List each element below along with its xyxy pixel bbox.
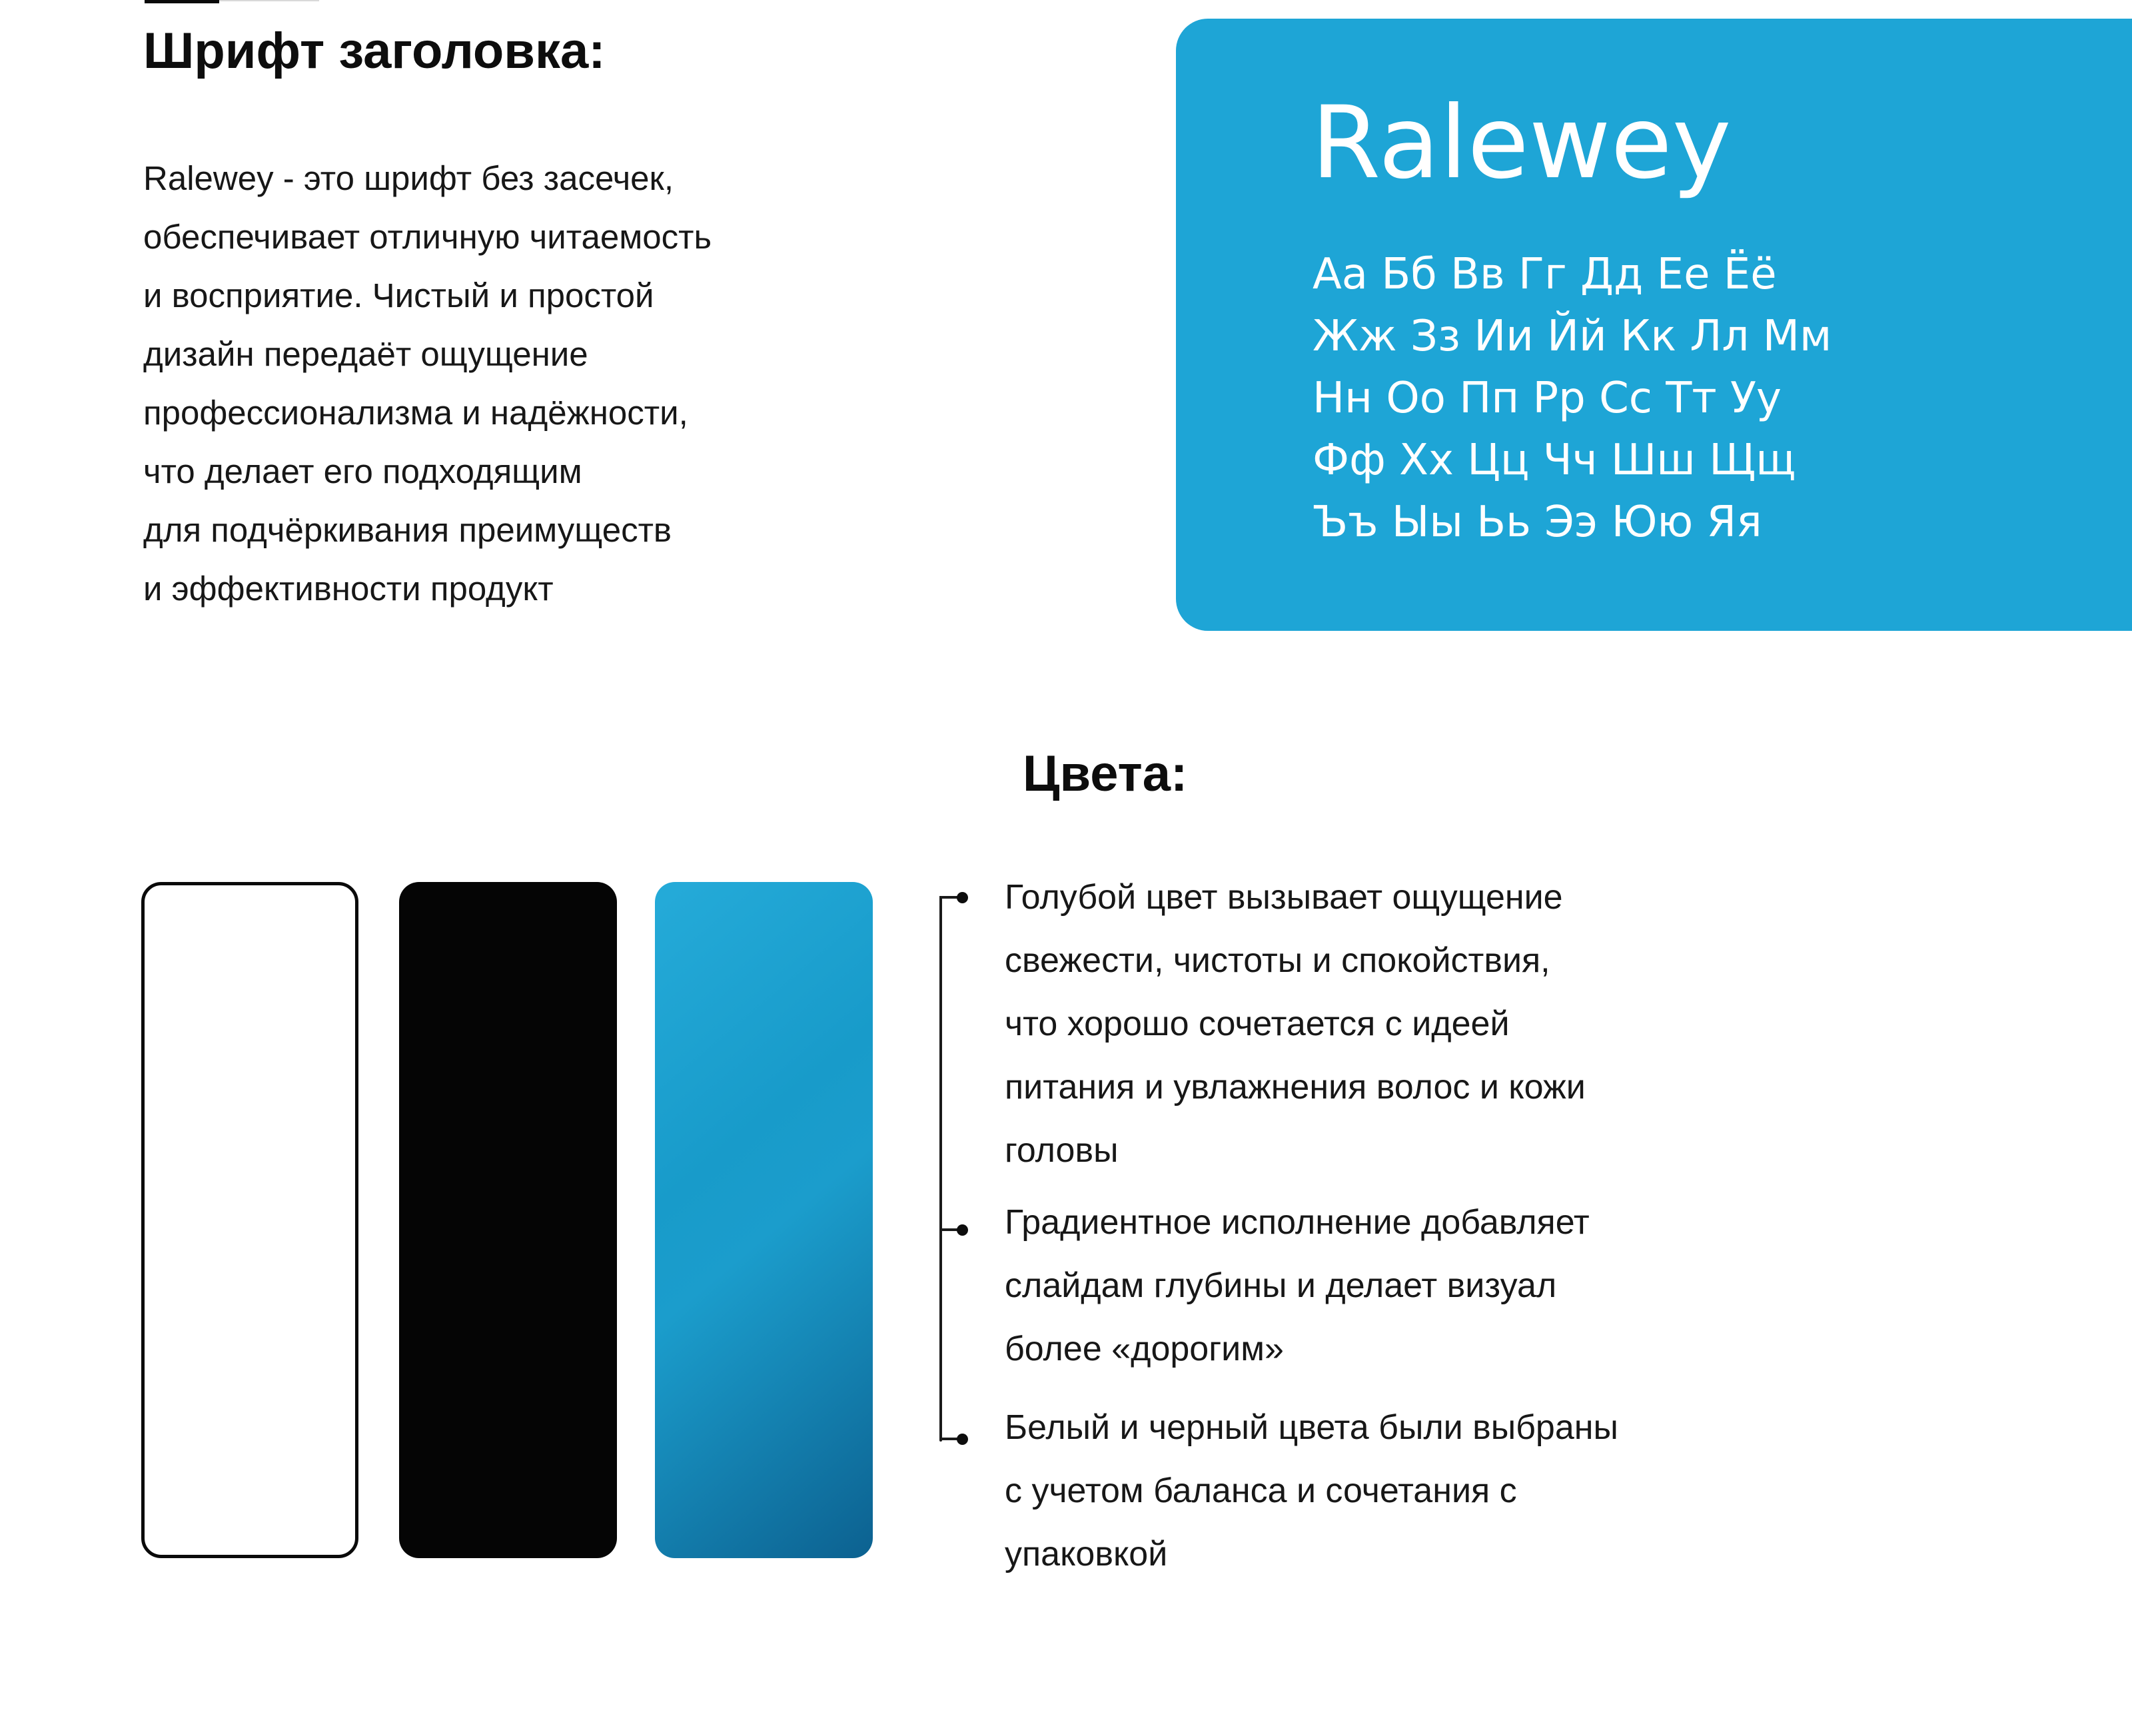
font-description-paragraph	[143, 149, 712, 618]
color-swatch-blue-gradient	[655, 882, 873, 1558]
top-edge-crop-hairline	[219, 0, 319, 1]
bullet-line: головы	[1005, 1131, 1119, 1170]
bullet-dot	[957, 1434, 968, 1445]
font-description-line: и восприятие. Чистый и простой	[143, 276, 654, 314]
color-bullet-blue	[1005, 866, 1586, 1182]
bullet-line: питания и увлажнения волос и кожи	[1005, 1068, 1586, 1106]
bullet-line: Белый и черный цвета были выбраны	[1005, 1408, 1618, 1447]
alphabet-line: Жж Зз Ии Йй Кк Лл Мм	[1313, 312, 1832, 361]
bullet-dot	[957, 1224, 968, 1236]
bullet-dot	[957, 892, 968, 903]
font-description-line: обеспечивает отличную читаемость	[143, 218, 712, 256]
bullet-line: свежести, чистоты и спокойствия,	[1005, 941, 1550, 980]
bullet-line: слайдам глубины и делает визуал	[1005, 1266, 1557, 1305]
alphabet-line: Фф Хх Цц Чч Шш Щщ	[1313, 436, 1796, 485]
colors-section-title: Цвета:	[1023, 745, 1188, 802]
bullet-line: Градиентное исполнение добавляет	[1005, 1203, 1590, 1242]
font-specimen-card	[1176, 19, 2132, 631]
font-description-line: дизайн передаёт ощущение	[143, 335, 588, 373]
cyrillic-alphabet-specimen	[1313, 244, 1832, 554]
bullet-line: упаковкой	[1005, 1535, 1168, 1573]
bullet-bracket-stub	[939, 1438, 958, 1440]
font-description-line: что делает его подходящим	[143, 452, 582, 490]
top-edge-crop-artifact	[145, 0, 219, 3]
bullet-line: что хорошо сочетается с идеей	[1005, 1005, 1510, 1043]
font-description-line: профессионализма и надёжности,	[143, 394, 688, 432]
font-description-line: Ralewey - это шрифт без засечек,	[143, 159, 674, 197]
bullet-line: более «дорогим»	[1005, 1330, 1284, 1368]
alphabet-line: Нн Оо Пп Рр Сс Тт Уу	[1313, 374, 1782, 423]
bullet-bracket-stub	[939, 1228, 958, 1231]
bullet-bracket-stub	[939, 896, 958, 899]
alphabet-line: Аа Бб Вв Гг Дд Ее Ёё	[1313, 250, 1777, 299]
font-description-line: и эффективности продукт	[143, 570, 554, 608]
bullet-bracket-line	[939, 897, 942, 1442]
color-bullet-gradient	[1005, 1191, 1590, 1381]
bullet-line: Голубой цвет вызывает ощущение	[1005, 878, 1563, 917]
color-swatch-black	[399, 882, 617, 1558]
heading-font-section-title: Шрифт заголовка:	[143, 23, 606, 79]
color-swatch-white	[141, 882, 358, 1558]
font-name-title: Ralewey	[1311, 85, 1732, 201]
color-bullet-white-black	[1005, 1396, 1618, 1586]
font-description-line: для подчёркивания преимуществ	[143, 511, 672, 549]
alphabet-line: Ъъ Ыы Ьь Ээ Юю Яя	[1313, 498, 1762, 547]
bullet-line: с учетом баланса и сочетания с	[1005, 1472, 1517, 1510]
